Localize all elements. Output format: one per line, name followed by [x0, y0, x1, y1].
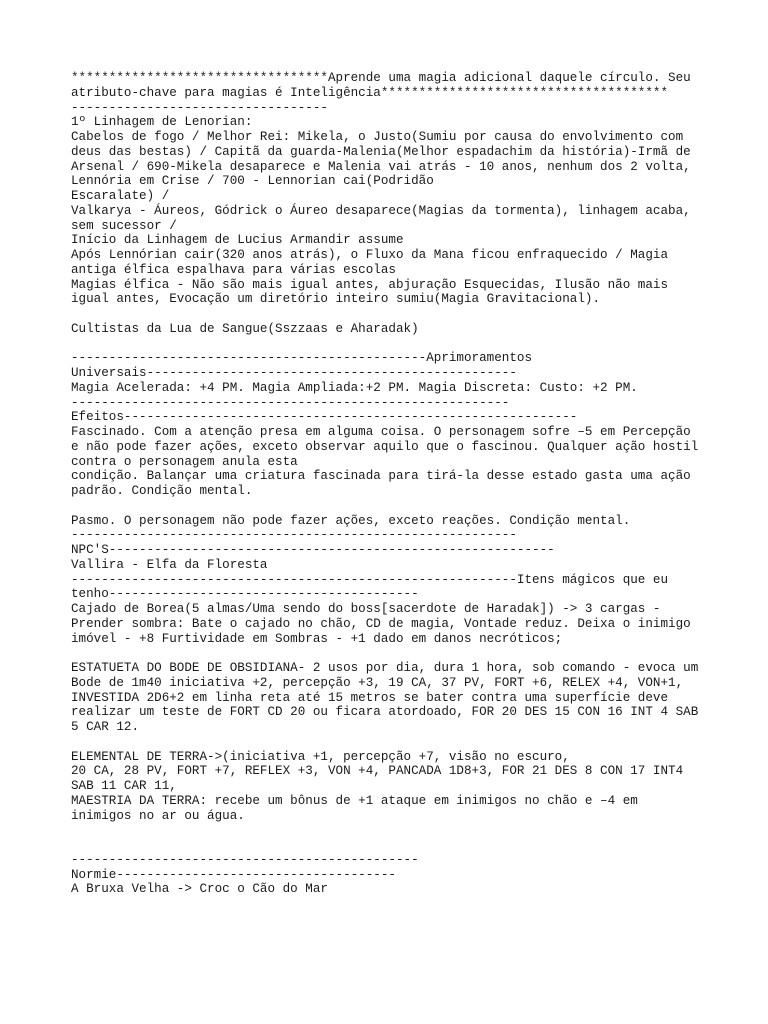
text-line: Cultistas da Lua de Sangue(Sszzaas e Aharadak) — [71, 321, 419, 336]
text-line: Escaralate) / — [71, 189, 170, 203]
text-line: A Bruxa Velha -> Croc o Cão do Mar — [71, 882, 328, 897]
section-heading: tenho----------------------------------------- — [71, 587, 419, 602]
text-line: **********************************Aprende uma magia adicional daquele círculo. Seu — [71, 71, 691, 85]
text-line: inimigos no ar ou água. — [71, 808, 245, 823]
section-heading: 1º Linhagem de Lenorian: — [71, 115, 253, 130]
text-line: Cabelos de fogo / Melhor Rei: Mikela, o Justo(Sumiu por causa do envolvimento com — [71, 130, 684, 144]
text-line: Prender sombra: Bate o cajado no chão, CD de magia, Vontade reduz. Deixa o inimigo — [71, 616, 691, 631]
divider-line: ----------------------------------------------------------- — [71, 528, 517, 543]
text-line: Após Lennórian cair(320 anos atrás), o Fluxo da Mana ficou enfraquecido / Magia — [71, 248, 669, 262]
text-line: condição. Balançar uma criatura fascinada para tirá-la desse estado gasta uma ação — [71, 469, 691, 484]
section-heading: Efeitos------------------------------------------------------------ — [71, 410, 578, 425]
text-line: Bode de 1m40 iniciativa +2, percepção +3, 19 CA, 37 PV, FORT +6, RELEX +4, VON+1, — [71, 675, 684, 690]
text-line: realizar um teste de FORT CD 20 ou ficara atordoado, FOR 20 DES 15 CON 16 INT 4 SAB — [71, 705, 699, 720]
text-line: MAESTRIA DA TERRA: recebe um bônus de +1 ataque em inimigos no chão e –4 em — [71, 793, 638, 808]
text-line: SAB 11 CAR 11, — [71, 779, 177, 793]
blank-line — [71, 499, 711, 514]
blank-line — [71, 823, 711, 838]
blank-line — [71, 337, 711, 352]
text-line: ESTATUETA DO BODE DE OBSIDIANA- 2 usos por dia, dura 1 hora, sob comando - evoca um — [71, 661, 699, 675]
text-line: Magia Acelerada: +4 PM. Magia Ampliada:+2 PM. Magia Discreta: Custo: +2 PM. — [71, 380, 638, 395]
text-line: antiga élfica espalhava para várias escolas — [71, 262, 396, 277]
text-line: atributo-chave para magias é Inteligência************************************** — [71, 85, 669, 100]
text-line: Arsenal / 690-Mikela desaparece e Malenia vai atrás - 10 anos, nenhum dos 2 volta, — [71, 159, 691, 174]
text-line: Magias élfica - Não são mais igual antes, abjuração Esquecidas, Ilusão não mais — [71, 277, 669, 292]
blank-line — [71, 838, 711, 853]
text-line: Fascinado. Com a atenção presa em alguma coisa. O personagem sofre –5 em Percepção — [71, 425, 691, 439]
text-line: deus das bestas) / Capitã da guarda-Malenia(Melhor espadachim da história)-Irmã de — [71, 144, 691, 159]
section-heading: NPC'S----------------------------------------------------------- — [71, 543, 555, 557]
text-line: contra o personagem anula esta — [71, 454, 298, 469]
divider-line: ---------------------------------------------------------- — [71, 395, 510, 410]
blank-line — [71, 646, 711, 661]
section-heading: -----------------------------------------------------------Itens mágicos que eu — [71, 572, 669, 587]
section-heading: Normie------------------------------------- — [71, 867, 396, 882]
blank-line — [71, 307, 711, 322]
text-line: igual antes, Evocação um diretório inteiro sumiu(Magia Gravitacional). — [71, 292, 601, 307]
blank-line — [71, 735, 711, 750]
text-line: ELEMENTAL DE TERRA->(iniciativa +1, percepção +7, visão no escuro, — [71, 749, 570, 764]
text-line: 20 CA, 28 PV, FORT +7, REFLEX +3, VON +4, PANCADA 1D8+3, FOR 21 DES 8 CON 17 INT4 — [71, 764, 684, 779]
document-text — [71, 71, 711, 897]
text-line: Pasmo. O personagem não pode fazer ações, exceto reações. Condição mental. — [71, 513, 631, 528]
text-line: Início da Linhagem de Lucius Armandir assume — [71, 233, 404, 248]
divider-line: ---------------------------------------------- — [71, 852, 419, 867]
text-line: Vallira - Elfa da Floresta — [71, 557, 268, 572]
divider-line: ---------------------------------- — [71, 100, 328, 115]
text-line: INVESTIDA 2D6+2 em linha reta até 15 metros se bater contra uma superfície deve — [71, 690, 669, 705]
section-heading: -----------------------------------------------Aprimoramentos — [71, 351, 533, 366]
text-line: 5 CAR 12. — [71, 720, 140, 734]
text-line: padrão. Condição mental. — [71, 484, 253, 498]
text-line: Cajado de Borea(5 almas/Uma sendo do boss[sacerdote de Haradak]) -> 3 cargas - — [71, 602, 661, 616]
text-line: sem sucessor / — [71, 218, 177, 233]
text-line: Lennória em Crise / 700 - Lennorian cai(Podridão — [71, 174, 434, 189]
text-line: imóvel - +8 Furtividade em Sombras - +1 dado em danos necróticos; — [71, 631, 563, 646]
section-heading: Universais------------------------------------------------- — [71, 366, 517, 380]
text-line: Valkarya - Áureos, Gódrick o Áureo desaparece(Magias da tormenta), linhagem acaba, — [71, 203, 691, 218]
text-line: e não pode fazer ações, exceto observar aquilo que o fascinou. Qualquer ação hostil — [71, 439, 699, 454]
